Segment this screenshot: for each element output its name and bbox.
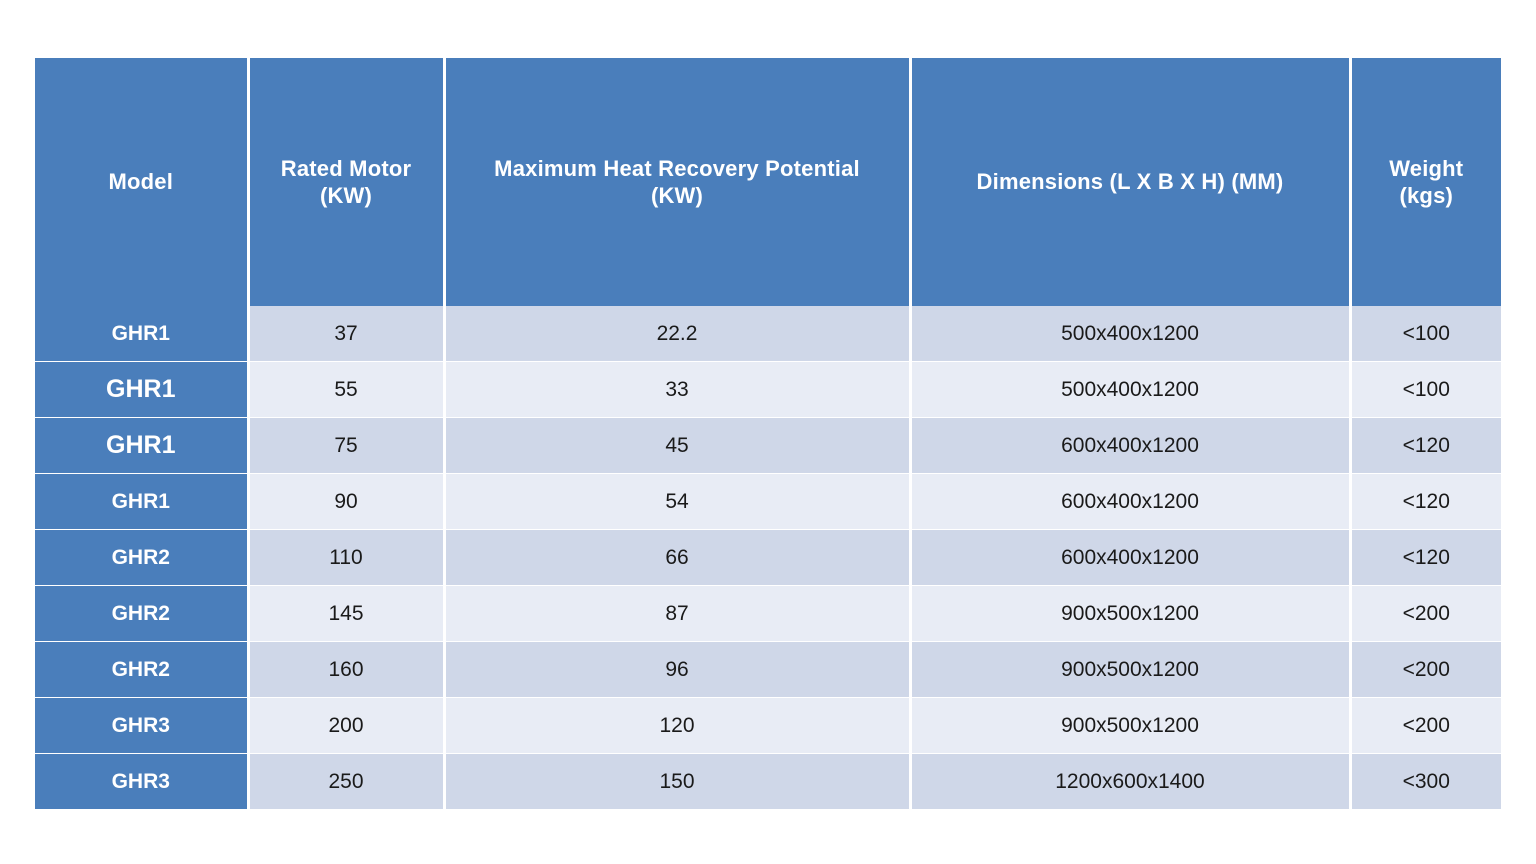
cell-model: GHR1 bbox=[35, 362, 248, 418]
cell-weight: <100 bbox=[1350, 362, 1501, 418]
cell-motor: 37 bbox=[248, 306, 444, 362]
cell-dim: 500x400x1200 bbox=[910, 306, 1350, 362]
cell-heat: 120 bbox=[444, 698, 910, 754]
cell-weight: <120 bbox=[1350, 418, 1501, 474]
cell-motor: 75 bbox=[248, 418, 444, 474]
cell-model: GHR1 bbox=[35, 474, 248, 530]
cell-model: GHR1 bbox=[35, 418, 248, 474]
column-header-weight bbox=[1350, 58, 1501, 306]
table-row bbox=[35, 642, 1501, 698]
column-header-rated-motor bbox=[248, 58, 444, 306]
cell-dim: 500x400x1200 bbox=[910, 362, 1350, 418]
cell-motor: 90 bbox=[248, 474, 444, 530]
cell-motor: 145 bbox=[248, 586, 444, 642]
cell-heat: 66 bbox=[444, 530, 910, 586]
cell-motor: 110 bbox=[248, 530, 444, 586]
table-header bbox=[35, 58, 1501, 306]
cell-heat: 54 bbox=[444, 474, 910, 530]
column-header-rated-motor-line1: Rated Motor bbox=[280, 155, 412, 181]
column-header-dimensions-line1: Dimensions (L X B X H) (MM) bbox=[976, 169, 1284, 195]
table-body bbox=[35, 306, 1501, 810]
cell-weight: <300 bbox=[1350, 754, 1501, 810]
cell-weight: <100 bbox=[1350, 306, 1501, 362]
table-row bbox=[35, 306, 1501, 362]
cell-dim: 900x500x1200 bbox=[910, 586, 1350, 642]
cell-heat: 22.2 bbox=[444, 306, 910, 362]
cell-motor: 200 bbox=[248, 698, 444, 754]
cell-heat: 87 bbox=[444, 586, 910, 642]
table-row bbox=[35, 698, 1501, 754]
spec-table-container bbox=[35, 58, 1501, 810]
cell-dim: 1200x600x1400 bbox=[910, 754, 1350, 810]
column-header-rated-motor-line2: (KW) bbox=[319, 183, 373, 208]
cell-weight: <200 bbox=[1350, 698, 1501, 754]
cell-model: GHR3 bbox=[35, 754, 248, 810]
cell-dim: 600x400x1200 bbox=[910, 474, 1350, 530]
table-row bbox=[35, 362, 1501, 418]
table-row bbox=[35, 530, 1501, 586]
column-header-weight-line2: (kgs) bbox=[1399, 183, 1454, 208]
cell-weight: <200 bbox=[1350, 642, 1501, 698]
cell-dim: 900x500x1200 bbox=[910, 698, 1350, 754]
cell-weight: <120 bbox=[1350, 474, 1501, 530]
cell-motor: 160 bbox=[248, 642, 444, 698]
cell-heat: 33 bbox=[444, 362, 910, 418]
column-header-weight-line1: Weight bbox=[1389, 155, 1464, 181]
cell-dim: 600x400x1200 bbox=[910, 530, 1350, 586]
cell-model: GHR2 bbox=[35, 586, 248, 642]
cell-heat: 150 bbox=[444, 754, 910, 810]
column-header-heat-recovery bbox=[444, 58, 910, 306]
cell-weight: <200 bbox=[1350, 586, 1501, 642]
cell-weight: <120 bbox=[1350, 530, 1501, 586]
cell-dim: 900x500x1200 bbox=[910, 642, 1350, 698]
column-header-heat-recovery-line1: Maximum Heat Recovery Potential bbox=[494, 155, 860, 181]
specification-table bbox=[35, 58, 1501, 810]
column-header-model bbox=[35, 58, 248, 306]
column-header-dimensions bbox=[910, 58, 1350, 306]
table-row bbox=[35, 754, 1501, 810]
cell-motor: 55 bbox=[248, 362, 444, 418]
table-header-row bbox=[35, 58, 1501, 306]
cell-heat: 45 bbox=[444, 418, 910, 474]
table-row bbox=[35, 474, 1501, 530]
cell-heat: 96 bbox=[444, 642, 910, 698]
table-row bbox=[35, 586, 1501, 642]
column-header-heat-recovery-line2: (KW) bbox=[650, 183, 704, 208]
cell-model: GHR3 bbox=[35, 698, 248, 754]
cell-model: GHR1 bbox=[35, 306, 248, 362]
cell-model: GHR2 bbox=[35, 642, 248, 698]
cell-motor: 250 bbox=[248, 754, 444, 810]
table-row bbox=[35, 418, 1501, 474]
cell-dim: 600x400x1200 bbox=[910, 418, 1350, 474]
cell-model: GHR2 bbox=[35, 530, 248, 586]
column-header-model-line1: Model bbox=[108, 169, 174, 195]
